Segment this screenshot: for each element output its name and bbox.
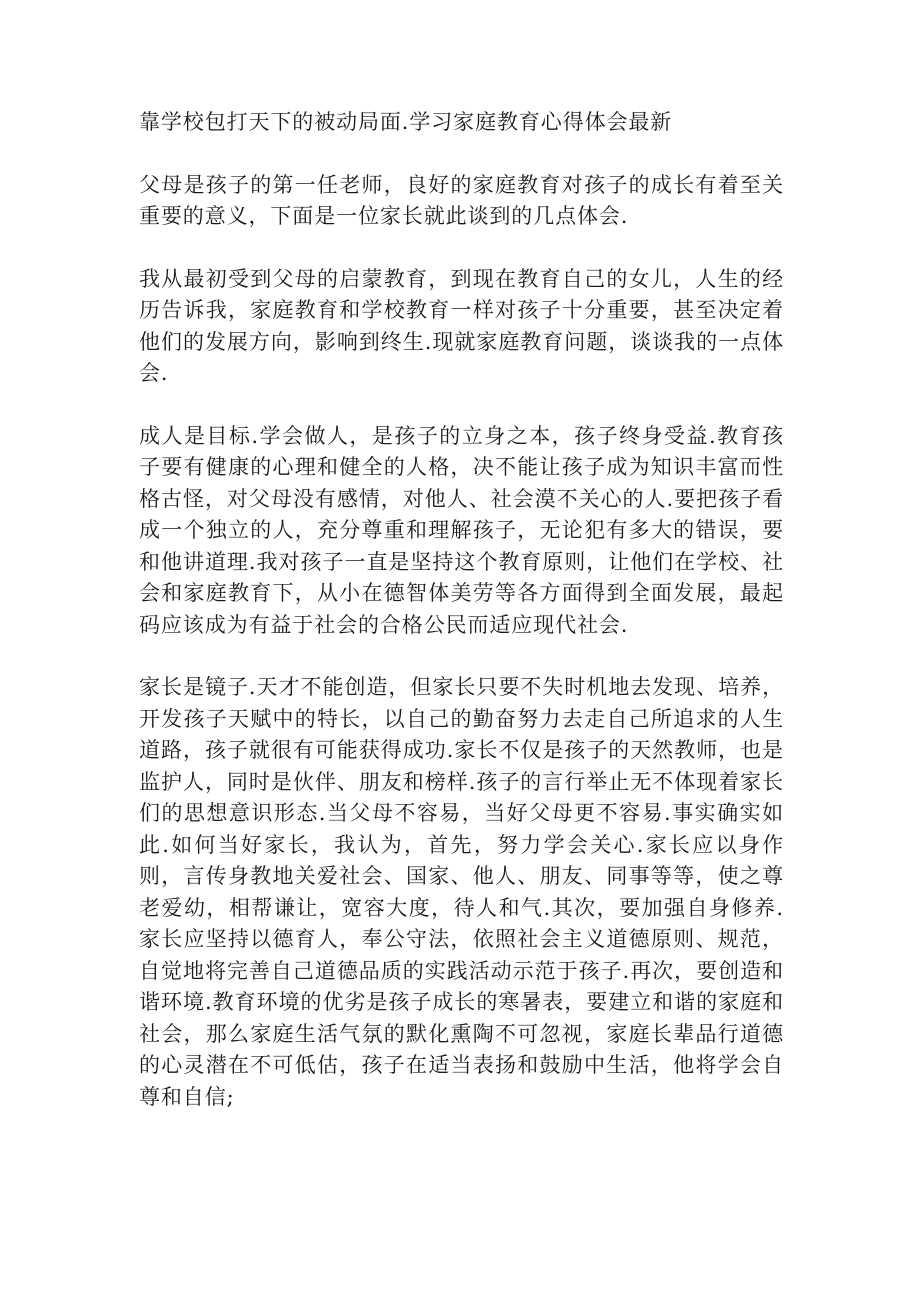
paragraph-intro: 父母是孩子的第一任老师，良好的家庭教育对孩子的成长有着至关重要的意义，下面是一位家长就此谈到的几点体会. — [139, 172, 784, 228]
paragraph-mirror: 家长是镜子.天才不能创造，但家长只要不失时机地去发现、培养，开发孩子天赋中的特长，以自己的勤奋努力去走自己所追求的人生道路，孩子就很有可能获得成功.家长不仅是孩子的天然教师，也是监护人，同时是伙伴、朋友和榜样.孩子的言行举止无不体现着家长们的思想意识形态.当父母不容易，当好父母更不容易.事实确实如此.如何当好家长，我认为，首先，努力学会关心.家长应以身作则，言传身教地关爱社会、国家、他人、朋友、同事等等，使之尊老爱幼，相帮谦让，宽容大度，待人和气.其次，要加强自身修养.家长应坚持以德育人，奉公守法，依照社会主义道德原则、规范，自觉地将完善自己道德品质的实践活动示范于孩子.再次，要创造和谐环境.教育环境的优劣是孩子成长的寒暑表，要建立和谐的家庭和社会，那么家庭生活气氛的默化熏陶不可忽视，家庭长辈品行道德的心灵潜在不可低估，孩子在适当表扬和鼓励中生活，他将学会自尊和自信; — [139, 675, 784, 1109]
document-body — [139, 107, 784, 1144]
paragraph-goal: 成人是目标.学会做人，是孩子的立身之本，孩子终身受益.教育孩子要有健康的心理和健全的人格，决不能让孩子成为知识丰富而性格古怪，对父母没有感情，对他人、社会漠不关心的人.要把孩子看成一个独立的人，充分尊重和理解孩子，无论犯有多大的错误，要和他讲道理.我对孩子一直是坚持这个教育原则，让他们在学校、社会和家庭教育下，从小在德智体美劳等各方面得到全面发展，最起码应该成为有益于社会的合格公民而适应现代社会. — [139, 423, 784, 637]
paragraph-experience: 我从最初受到父母的启蒙教育，到现在教育自己的女儿，人生的经历告诉我，家庭教育和学校教育一样对孩子十分重要，甚至决定着他们的发展方向，影响到终生.现就家庭教育问题，谈谈我的一点体会. — [139, 266, 784, 385]
paragraph-heading-line: 靠学校包打天下的被动局面.学习家庭教育心得体会最新 — [139, 110, 673, 134]
